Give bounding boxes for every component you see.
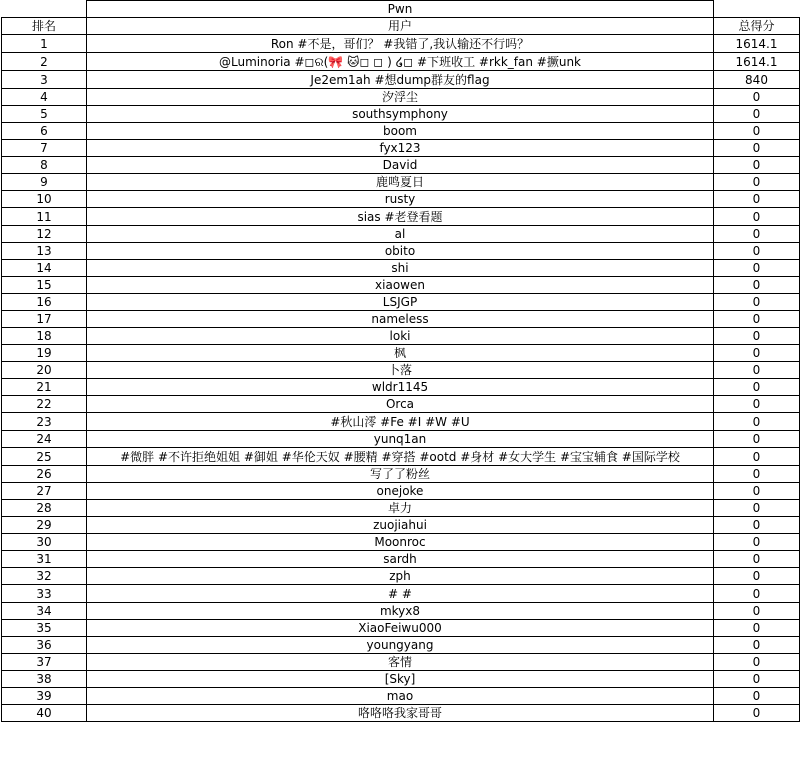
rank-cell: 21	[2, 379, 87, 396]
table-row	[2, 311, 800, 328]
rank-cell: 29	[2, 517, 87, 534]
score-cell: 0	[714, 466, 800, 483]
score-cell: 0	[714, 157, 800, 174]
table-row	[2, 208, 800, 226]
score-cell: 0	[714, 345, 800, 362]
score-cell: 0	[714, 448, 800, 466]
table-row	[2, 157, 800, 174]
rank-cell: 38	[2, 671, 87, 688]
rank-cell: 2	[2, 53, 87, 71]
score-cell: 0	[714, 483, 800, 500]
rank-cell: 26	[2, 466, 87, 483]
user-cell: LSJGP	[87, 294, 714, 311]
table-row	[2, 637, 800, 654]
score-cell: 0	[714, 534, 800, 551]
scoreboard-table	[1, 0, 800, 722]
table-row	[2, 585, 800, 603]
rank-cell: 9	[2, 174, 87, 191]
user-cell: obito	[87, 243, 714, 260]
table-row	[2, 379, 800, 396]
rank-cell: 6	[2, 123, 87, 140]
rank-cell: 19	[2, 345, 87, 362]
user-cell: shi	[87, 260, 714, 277]
user-cell: xiaowen	[87, 277, 714, 294]
rank-cell: 11	[2, 208, 87, 226]
table-row	[2, 71, 800, 89]
table-row	[2, 35, 800, 53]
score-cell: 0	[714, 208, 800, 226]
user-cell: 枫	[87, 345, 714, 362]
score-cell: 0	[714, 362, 800, 379]
table-row	[2, 671, 800, 688]
table-row	[2, 140, 800, 157]
scoreboard-body	[2, 1, 800, 722]
user-header: 用户	[87, 18, 714, 35]
board-title: Pwn	[87, 1, 714, 18]
score-cell: 0	[714, 277, 800, 294]
user-cell: boom	[87, 123, 714, 140]
user-cell: loki	[87, 328, 714, 345]
user-cell: yunq1an	[87, 431, 714, 448]
user-cell: 鹿鸣夏日	[87, 174, 714, 191]
user-cell: Orca	[87, 396, 714, 413]
user-cell: 客情	[87, 654, 714, 671]
table-row	[2, 620, 800, 637]
rank-cell: 25	[2, 448, 87, 466]
score-cell: 0	[714, 431, 800, 448]
user-cell: zuojiahui	[87, 517, 714, 534]
table-row	[2, 243, 800, 260]
score-cell: 0	[714, 311, 800, 328]
table-row	[2, 191, 800, 208]
score-cell: 0	[714, 328, 800, 345]
table-row	[2, 345, 800, 362]
rank-cell: 27	[2, 483, 87, 500]
rank-cell: 20	[2, 362, 87, 379]
table-row	[2, 89, 800, 106]
table-row	[2, 106, 800, 123]
table-row	[2, 466, 800, 483]
score-cell: 0	[714, 705, 800, 722]
score-cell: 0	[714, 174, 800, 191]
score-cell: 0	[714, 568, 800, 585]
rank-cell: 16	[2, 294, 87, 311]
user-cell: fyx123	[87, 140, 714, 157]
score-cell: 0	[714, 654, 800, 671]
user-cell: nameless	[87, 311, 714, 328]
user-cell: Moonroc	[87, 534, 714, 551]
score-cell: 0	[714, 89, 800, 106]
user-cell: David	[87, 157, 714, 174]
rank-cell: 4	[2, 89, 87, 106]
rank-cell: 34	[2, 603, 87, 620]
table-row	[2, 396, 800, 413]
table-row	[2, 568, 800, 585]
rank-cell: 32	[2, 568, 87, 585]
score-cell: 0	[714, 123, 800, 140]
score-cell: 0	[714, 603, 800, 620]
rank-cell: 1	[2, 35, 87, 53]
user-cell: # #	[87, 585, 714, 603]
title-row	[2, 1, 800, 18]
user-cell: #微胖 #不许拒绝姐姐 #御姐 #华伦天奴 #腰精 #穿搭 #ootd #身材 #女大学生 #宝宝辅食 #国际学校	[87, 448, 714, 466]
rank-cell: 8	[2, 157, 87, 174]
score-header: 总得分	[714, 18, 800, 35]
rank-cell: 33	[2, 585, 87, 603]
score-cell: 0	[714, 688, 800, 705]
table-row	[2, 362, 800, 379]
user-cell: Je2em1ah #想dump群友的flag	[87, 71, 714, 89]
rank-cell: 10	[2, 191, 87, 208]
rank-cell: 35	[2, 620, 87, 637]
table-row	[2, 260, 800, 277]
table-row	[2, 431, 800, 448]
score-cell: 0	[714, 396, 800, 413]
rank-cell: 13	[2, 243, 87, 260]
table-row	[2, 483, 800, 500]
user-cell: sias #老登看题	[87, 208, 714, 226]
table-row	[2, 705, 800, 722]
table-row	[2, 500, 800, 517]
user-cell: zph	[87, 568, 714, 585]
rank-cell: 5	[2, 106, 87, 123]
score-cell: 0	[714, 500, 800, 517]
rank-cell: 22	[2, 396, 87, 413]
title-blank-left	[2, 1, 87, 18]
rank-cell: 18	[2, 328, 87, 345]
rank-cell: 17	[2, 311, 87, 328]
table-row	[2, 328, 800, 345]
score-cell: 0	[714, 379, 800, 396]
user-cell: mkyx8	[87, 603, 714, 620]
score-cell: 840	[714, 71, 800, 89]
rank-cell: 23	[2, 413, 87, 431]
score-cell: 0	[714, 191, 800, 208]
user-cell: onejoke	[87, 483, 714, 500]
user-cell: Ron #不是，哥们？ #我错了,我认输还不行吗？	[87, 35, 714, 53]
table-row	[2, 534, 800, 551]
user-cell: XiaoFeiwu000	[87, 620, 714, 637]
user-cell: 卓力	[87, 500, 714, 517]
rank-cell: 7	[2, 140, 87, 157]
score-cell: 0	[714, 294, 800, 311]
score-cell: 0	[714, 637, 800, 654]
score-cell: 1614.1	[714, 35, 800, 53]
score-cell: 0	[714, 585, 800, 603]
rank-cell: 28	[2, 500, 87, 517]
table-row	[2, 277, 800, 294]
header-row	[2, 18, 800, 35]
user-cell: wldr1145	[87, 379, 714, 396]
table-row	[2, 294, 800, 311]
score-cell: 0	[714, 140, 800, 157]
score-cell: 1614.1	[714, 53, 800, 71]
score-cell: 0	[714, 620, 800, 637]
rank-cell: 24	[2, 431, 87, 448]
user-cell: @Luminoria #◻ର(🎀 🐱◻ ◻ ) ໒◻ #下班收工 #rkk_fan #撅unk	[87, 53, 714, 71]
table-row	[2, 123, 800, 140]
table-row	[2, 551, 800, 568]
rank-cell: 40	[2, 705, 87, 722]
user-cell: 咯咯咯我家哥哥	[87, 705, 714, 722]
score-cell: 0	[714, 671, 800, 688]
rank-cell: 3	[2, 71, 87, 89]
rank-cell: 14	[2, 260, 87, 277]
score-cell: 0	[714, 413, 800, 431]
user-cell: #秋山澪 #Fe #I #W #U	[87, 413, 714, 431]
user-cell: sardh	[87, 551, 714, 568]
user-cell: youngyang	[87, 637, 714, 654]
user-cell: 汐浮尘	[87, 89, 714, 106]
rank-cell: 31	[2, 551, 87, 568]
table-row	[2, 603, 800, 620]
table-row	[2, 654, 800, 671]
score-cell: 0	[714, 243, 800, 260]
table-row	[2, 226, 800, 243]
user-cell: mao	[87, 688, 714, 705]
user-cell: 写了了粉丝	[87, 466, 714, 483]
title-blank-right	[714, 1, 800, 18]
rank-cell: 39	[2, 688, 87, 705]
score-cell: 0	[714, 551, 800, 568]
table-row	[2, 688, 800, 705]
table-row	[2, 517, 800, 534]
user-cell: al	[87, 226, 714, 243]
rank-header: 排名	[2, 18, 87, 35]
table-row	[2, 53, 800, 71]
rank-cell: 37	[2, 654, 87, 671]
table-row	[2, 448, 800, 466]
score-cell: 0	[714, 106, 800, 123]
rank-cell: 12	[2, 226, 87, 243]
rank-cell: 15	[2, 277, 87, 294]
user-cell: rusty	[87, 191, 714, 208]
user-cell: [Sky]	[87, 671, 714, 688]
score-cell: 0	[714, 260, 800, 277]
user-cell: 卜落	[87, 362, 714, 379]
rank-cell: 30	[2, 534, 87, 551]
user-cell: southsymphony	[87, 106, 714, 123]
table-row	[2, 413, 800, 431]
score-cell: 0	[714, 226, 800, 243]
table-row	[2, 174, 800, 191]
rank-cell: 36	[2, 637, 87, 654]
score-cell: 0	[714, 517, 800, 534]
